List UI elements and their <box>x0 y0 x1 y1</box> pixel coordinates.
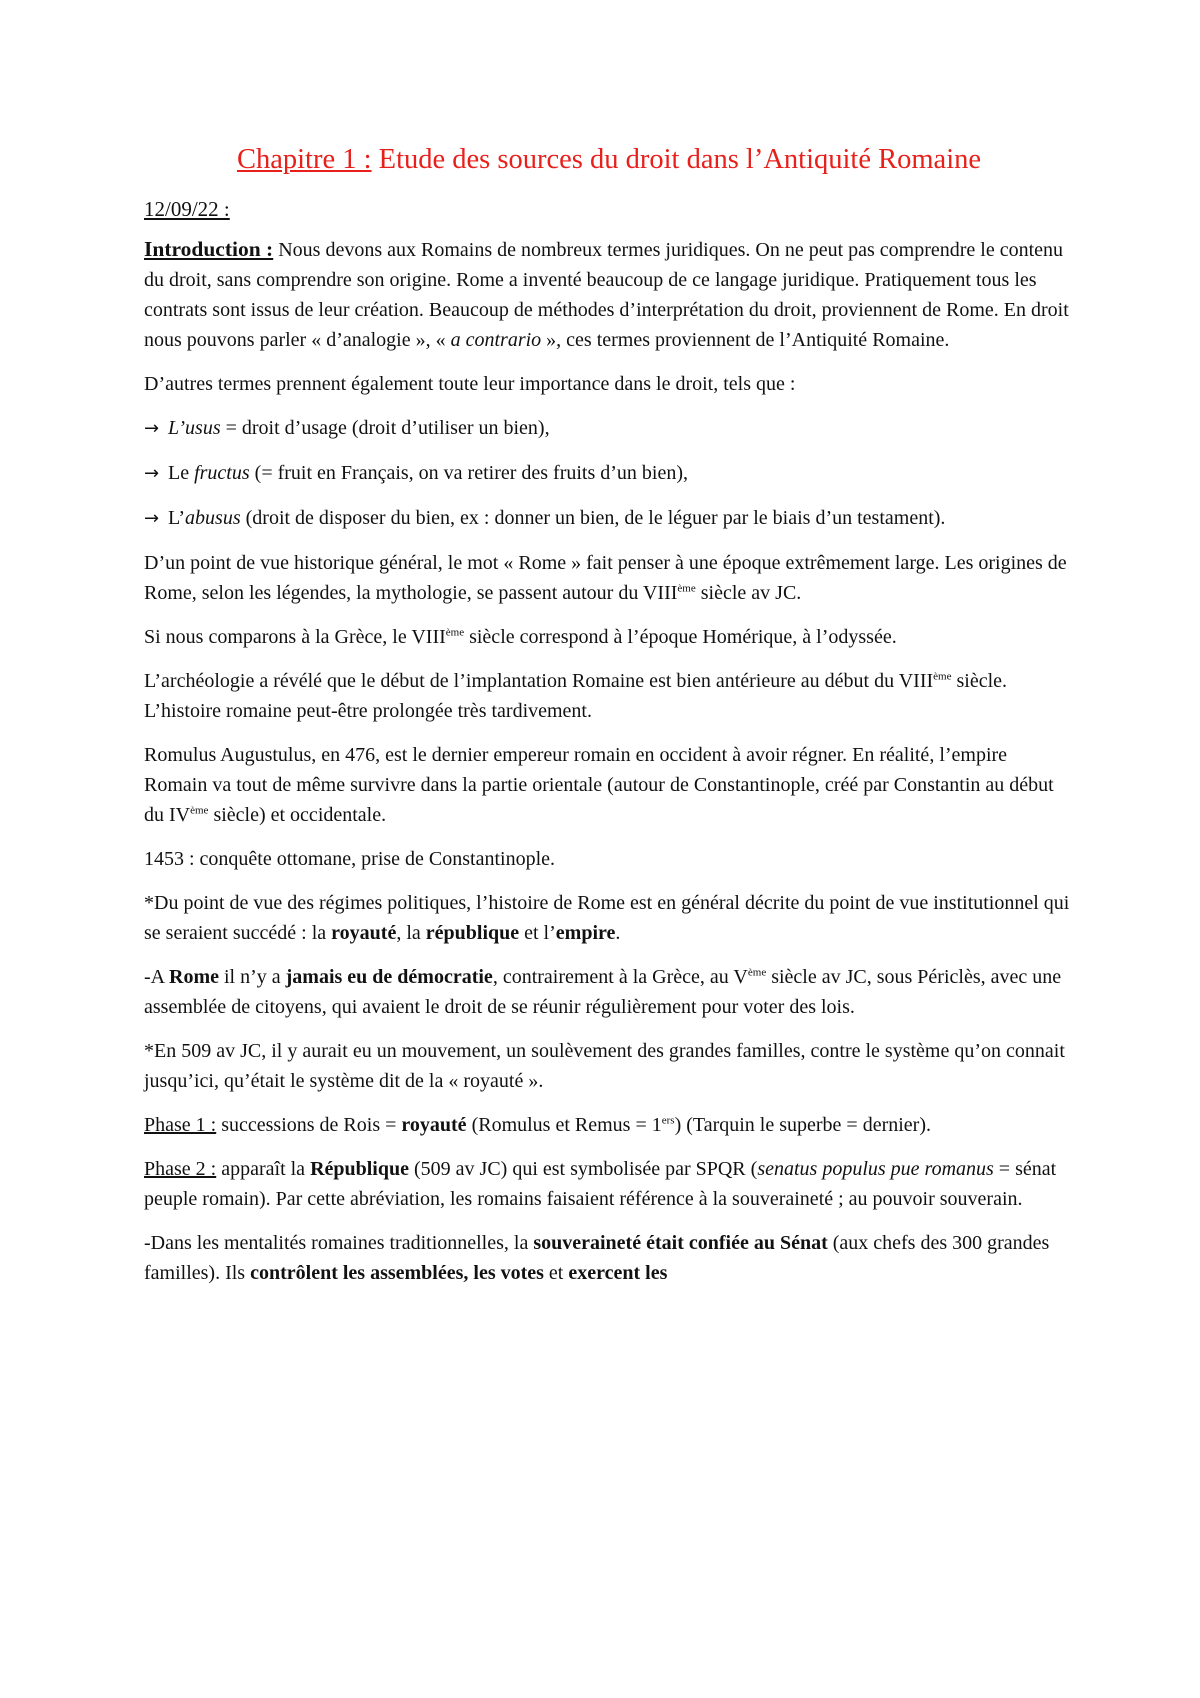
phase-1-paragraph <box>144 1110 1074 1140</box>
text: = sénat peuple romain). Par cette abréviation, les romains faisaient référence à la souveraineté ; au pouvoir souverain. <box>144 1158 1057 1210</box>
text: et l’ <box>519 922 556 944</box>
italic-term: senatus populus pue romanus <box>757 1158 994 1180</box>
bold-term: empire <box>555 922 616 944</box>
archeologie-paragraph <box>144 666 1074 726</box>
bold-term: contrôlent les assemblées, les votes <box>250 1262 544 1284</box>
point-de-vue-paragraph <box>144 548 1074 608</box>
bold-term: exercent les <box>568 1262 668 1284</box>
superscript: ème <box>190 804 209 817</box>
text: L’archéologie a révélé que le début de l’implantation Romaine est bien antérieure au début du VIII <box>144 670 934 692</box>
intro-paragraph <box>144 234 1074 355</box>
bold-term: Rome <box>169 966 219 988</box>
usus-item <box>144 413 1074 444</box>
text: (Romulus et Remus = 1 <box>466 1114 662 1136</box>
phase-1-label: Phase 1 : <box>144 1114 217 1136</box>
abusus-text: (droit de disposer du bien, ex : donner un bien, de le léguer par le biais d’un testament). <box>240 507 946 529</box>
text: siècle av JC. <box>695 582 802 604</box>
text: D’un point de vue historique général, le mot « Rome » fait penser à une époque extrêmement large. Les origines de Rome, selon les légendes, la mythologie, se passent autour du VIII <box>144 552 1067 604</box>
usus-text: = droit d’usage (droit d’utiliser un bien), <box>220 417 550 439</box>
usus-term: L’usus <box>168 417 221 439</box>
bold-term: royauté <box>401 1114 467 1136</box>
bold-term: république <box>425 922 520 944</box>
text: (aux chefs des 300 grandes familles). Ils <box>144 1232 1050 1284</box>
text: siècle. L’histoire romaine peut-être prolongée très tardivement. <box>144 670 1008 722</box>
text: il n’y a <box>218 966 286 988</box>
right-arrow-icon: → <box>144 463 160 484</box>
bold-term: jamais eu de démocratie <box>285 966 493 988</box>
superscript: ème <box>747 966 767 979</box>
superscript: ème <box>677 582 696 595</box>
right-arrow-icon: → <box>144 418 160 439</box>
text: siècle) et occidentale. <box>208 804 387 826</box>
intro-text-end: », ces termes proviennent de l’Antiquité Romaine. <box>541 329 950 351</box>
superscript: ème <box>445 626 465 639</box>
text: -Dans les mentalités romaines traditionnelles, la <box>144 1232 534 1254</box>
right-arrow-icon: → <box>144 508 160 529</box>
text: siècle av JC, sous Périclès, avec une assemblée de citoyens, qui avaient le droit de se réunir régulièrement pour voter des lois. <box>144 966 1062 1018</box>
text: Romulus Augustulus, en 476, est le dernier empereur romain en occident à avoir régner. En réalité, l’empire Romain va tout de même survivre dans la partie orientale (autour de Constantinople, créé par Constantin au début du IV <box>144 744 1054 826</box>
text: , la <box>396 922 426 944</box>
conquete-paragraph: 1453 : conquête ottomane, prise de Constantinople. <box>144 848 556 870</box>
document-page <box>144 140 1074 1302</box>
chapter-title <box>144 140 1074 180</box>
mentalites-paragraph <box>144 1228 1074 1288</box>
phase-2-paragraph <box>144 1154 1074 1214</box>
text: -A <box>144 966 169 988</box>
text: apparaît la <box>216 1158 311 1180</box>
text: Si nous comparons à la Grèce, le VIII <box>144 626 446 648</box>
superscript: ème <box>933 670 952 683</box>
bold-term: souveraineté était confiée au Sénat <box>533 1232 828 1254</box>
autres-termes-paragraph: D’autres termes prennent également toute leur importance dans le droit, tels que : <box>144 373 796 395</box>
intro-label: Introduction : <box>144 237 274 261</box>
chapter-title-prefix: Chapitre 1 : <box>236 144 372 175</box>
superscript: ers <box>661 1114 675 1127</box>
fructus-pre: Le <box>168 462 195 484</box>
text: ) (Tarquin le superbe = dernier). <box>674 1114 931 1136</box>
grece-paragraph <box>144 622 1074 652</box>
mouvement-509-paragraph: *En 509 av JC, il y aurait eu un mouvement, un soulèvement des grandes familles, contre le système qu’on connait jusqu’ici, qu’était le système dit de la « royauté ». <box>144 1040 1065 1092</box>
text: . <box>615 922 621 944</box>
bold-term: royauté <box>331 922 397 944</box>
fructus-text: (= fruit en Français, on va retirer des fruits d’un bien), <box>249 462 689 484</box>
chapter-title-text: Etude des sources du droit dans l’Antiquité Romaine <box>371 144 982 175</box>
text: successions de Rois = <box>216 1114 402 1136</box>
fructus-term: fructus <box>194 462 250 484</box>
text: *Du point de vue des régimes politiques, l’histoire de Rome est en général décrite du point de vue institutionnel qui se seraient succédé : la <box>144 892 1070 944</box>
text: et <box>543 1262 569 1284</box>
phase-2-label: Phase 2 : <box>144 1158 217 1180</box>
abusus-term: abusus <box>185 507 241 529</box>
text: (509 av JC) qui est symbolisée par SPQR ( <box>409 1158 758 1180</box>
session-date: 12/09/22 : <box>144 197 230 221</box>
intro-text: Nous devons aux Romains de nombreux termes juridiques. On ne peut pas comprendre le contenu du droit, sans comprendre son origine. Rome a inventé beaucoup de ce langage juridique. Pratiquement tous les contrats sont issus de leur création. Beaucoup de méthodes d’interprétation du droit, proviennent de Rome. En droit nous pouvons parler « d’analogie », « <box>144 239 1069 351</box>
abusus-pre: L’ <box>168 507 186 529</box>
abusus-item <box>144 503 1074 534</box>
bold-term: République <box>310 1158 409 1180</box>
fructus-item <box>144 458 1074 489</box>
text: , contrairement à la Grèce, au V <box>492 966 748 988</box>
intro-italic-term: a contrario <box>450 329 542 351</box>
romulus-paragraph <box>144 740 1074 830</box>
democratie-paragraph <box>144 962 1074 1022</box>
text: siècle correspond à l’époque Homérique, à l’odyssée. <box>464 626 897 648</box>
regimes-paragraph <box>144 888 1074 948</box>
